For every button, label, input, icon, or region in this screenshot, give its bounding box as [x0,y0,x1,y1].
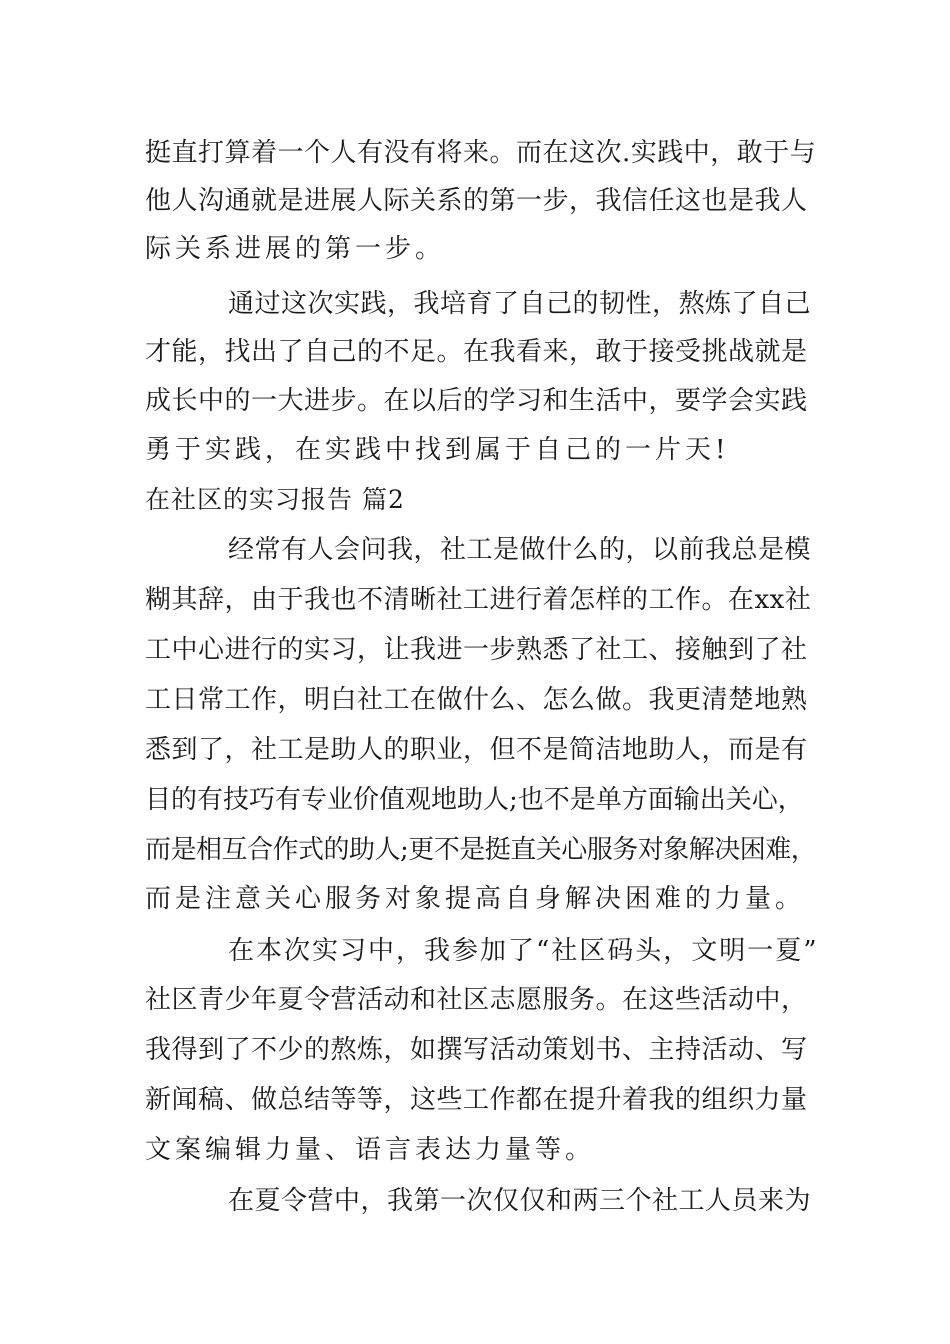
paragraph-4-line-1: 在本次实习中，我参加了“社区码头，文明一夏” [228,936,819,966]
paragraph-5-line-1: 在夏令营中，我第一次仅仅和两三个社工人员来为 [228,1186,812,1216]
paragraph-2-line-3: 成长中的一大进步。在以后的学习和生活中，要学会实践 [145,386,808,416]
paragraph-1-line-1: 挺直打算着一个人有没有将来。而在这次.实践中，敢于与 [145,138,817,168]
paragraph-4-line-2: 社区青少年夏令营活动和社区志愿服务。在这些活动中， [145,985,808,1015]
paragraph-3-line-3: 工中心进行的实习，让我进一步熟悉了社工、接触到了社 [145,635,808,665]
paragraph-1-line-3: 际关系进展的第一步。 [145,234,446,264]
paragraph-3-line-5: 悉到了，社工是助人的职业，但不是简洁地助人，而是有 [145,735,808,765]
paragraph-2-line-1: 通过这次实践，我培育了自己的韧性，熬炼了自己 [228,289,812,319]
paragraph-3-line-8: 而是注意关心服务对象提高自身解决困难的力量。 [145,884,806,914]
paragraph-1-line-2: 他人沟通就是进展人际关系的第一步，我信任这也是我人 [145,186,808,216]
paragraph-4-line-4: 新闻稿、做总结等等，这些工作都在提升着我的组织力量 [145,1085,808,1115]
paragraph-3-line-6: 目的有技巧有专业价值观地助人;也不是单方面输出关心， [145,785,804,815]
paragraph-4-line-3: 我得到了不少的熬炼，如撰写活动策划书、主持活动、写 [145,1035,808,1065]
paragraph-3-line-4: 工日常工作，明白社工在做什么、怎么做。我更清楚地熟 [145,685,808,715]
paragraph-4-line-5: 文案编辑力量、语言表达力量等。 [145,1135,596,1165]
section-heading: 在社区的实习报告 篇2 [145,485,405,514]
paragraph-3-line-2: 糊其辞，由于我也不清晰社工进行着怎样的工作。在xx社 [145,585,812,615]
paragraph-3-line-1: 经常有人会问我，社工是做什么的，以前我总是模 [228,535,812,565]
paragraph-2-line-2: 才能，找出了自己的不足。在我看来，敢于接受挑战就是 [145,337,808,367]
paragraph-3-line-7: 而是相互合作式的助人;更不是挺直关心服务对象解决困难， [145,835,817,865]
paragraph-2-line-4: 勇于实践，在实践中找到属于自己的一片天! [145,435,730,465]
